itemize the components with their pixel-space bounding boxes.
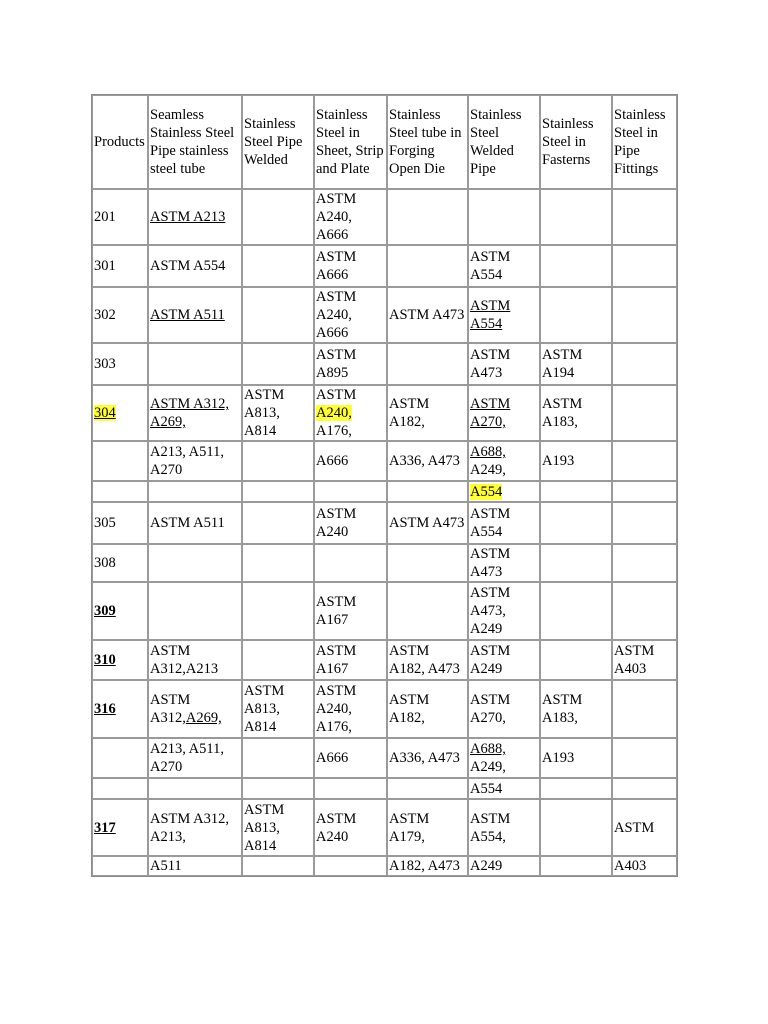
standard-cell bbox=[540, 856, 612, 876]
product-grade-cell: 305 bbox=[92, 502, 148, 544]
standard-cell: ASTM A312, A213, bbox=[148, 799, 242, 856]
table-row bbox=[92, 189, 677, 245]
standard-cell bbox=[612, 544, 677, 582]
standard-cell bbox=[314, 778, 387, 799]
standard-cell bbox=[242, 738, 314, 778]
standard-cell: A249 bbox=[468, 856, 540, 876]
standard-cell: A213, A511, A270 bbox=[148, 738, 242, 778]
product-grade-cell: 316 bbox=[92, 680, 148, 738]
standard-cell bbox=[242, 856, 314, 876]
table-row bbox=[92, 481, 677, 502]
standard-cell bbox=[612, 385, 677, 441]
table-row bbox=[92, 680, 677, 738]
product-grade-cell: 309 bbox=[92, 582, 148, 640]
standard-cell: ASTM A249 bbox=[468, 640, 540, 680]
standard-cell: A554 bbox=[468, 778, 540, 799]
product-grade-cell: 310 bbox=[92, 640, 148, 680]
standard-cell: ASTM A813, A814 bbox=[242, 799, 314, 856]
standard-cell: ASTM A312,A213 bbox=[148, 640, 242, 680]
standard-cell: ASTM A270, bbox=[468, 680, 540, 738]
product-grade-cell bbox=[92, 441, 148, 481]
standard-cell: ASTM A240, A176, bbox=[314, 385, 387, 441]
standard-cell: ASTM A554 bbox=[148, 245, 242, 287]
standard-cell: ASTM A270, bbox=[468, 385, 540, 441]
standard-cell bbox=[242, 778, 314, 799]
standard-cell: ASTM A895 bbox=[314, 343, 387, 385]
standard-cell bbox=[540, 640, 612, 680]
standard-cell bbox=[242, 640, 314, 680]
standard-cell: A688, A249, bbox=[468, 738, 540, 778]
product-grade-cell: 303 bbox=[92, 343, 148, 385]
header-row bbox=[92, 95, 677, 189]
standard-cell bbox=[540, 245, 612, 287]
standard-cell bbox=[314, 544, 387, 582]
standard-cell bbox=[242, 481, 314, 502]
standard-cell bbox=[387, 245, 468, 287]
standard-cell: ASTM A813, A814 bbox=[242, 385, 314, 441]
header-cell: Stainless Steel Pipe Welded bbox=[242, 95, 314, 189]
header-cell: Stainless Steel in Sheet, Strip and Plate bbox=[314, 95, 387, 189]
standard-cell: ASTM A473 bbox=[468, 343, 540, 385]
product-grade-cell: 302 bbox=[92, 287, 148, 343]
standard-cell bbox=[612, 502, 677, 544]
standard-cell: ASTM A240, A176, bbox=[314, 680, 387, 738]
standard-cell: ASTM A167 bbox=[314, 582, 387, 640]
standard-cell: ASTM A666 bbox=[314, 245, 387, 287]
table-row bbox=[92, 856, 677, 876]
standard-cell: ASTM A473 bbox=[468, 544, 540, 582]
standard-cell bbox=[540, 481, 612, 502]
product-grade-cell: 301 bbox=[92, 245, 148, 287]
standard-cell: ASTM A554 bbox=[468, 287, 540, 343]
table-row bbox=[92, 799, 677, 856]
table-body bbox=[92, 95, 677, 876]
standard-cell: ASTM A312, A269, bbox=[148, 385, 242, 441]
standard-cell: ASTM A240 bbox=[314, 799, 387, 856]
standard-cell bbox=[612, 189, 677, 245]
standard-cell bbox=[148, 481, 242, 502]
table-row bbox=[92, 441, 677, 481]
standard-cell bbox=[242, 245, 314, 287]
table-row bbox=[92, 544, 677, 582]
standard-cell bbox=[148, 778, 242, 799]
standard-cell bbox=[612, 441, 677, 481]
standard-cell bbox=[540, 799, 612, 856]
standard-cell: ASTM A473 bbox=[387, 502, 468, 544]
standard-cell bbox=[387, 544, 468, 582]
header-cell: Stainless Steel in Fasterns bbox=[540, 95, 612, 189]
table-row bbox=[92, 502, 677, 544]
standard-cell bbox=[540, 502, 612, 544]
table-row bbox=[92, 738, 677, 778]
table-row bbox=[92, 778, 677, 799]
standard-cell bbox=[612, 287, 677, 343]
standard-cell bbox=[242, 189, 314, 245]
standard-cell: A213, A511, A270 bbox=[148, 441, 242, 481]
table-row bbox=[92, 640, 677, 680]
standard-cell bbox=[612, 481, 677, 502]
standard-cell bbox=[540, 189, 612, 245]
standard-cell: A193 bbox=[540, 441, 612, 481]
standard-cell bbox=[612, 778, 677, 799]
product-grade-cell: 308 bbox=[92, 544, 148, 582]
standard-cell: A336, A473 bbox=[387, 441, 468, 481]
standard-cell: ASTM A240, A666 bbox=[314, 189, 387, 245]
product-grade-cell bbox=[92, 778, 148, 799]
standard-cell bbox=[612, 680, 677, 738]
standard-cell: A511 bbox=[148, 856, 242, 876]
table-row bbox=[92, 385, 677, 441]
table-row bbox=[92, 582, 677, 640]
standard-cell: A193 bbox=[540, 738, 612, 778]
standard-cell: ASTM A554, bbox=[468, 799, 540, 856]
standard-cell bbox=[612, 245, 677, 287]
standard-cell: ASTM A511 bbox=[148, 287, 242, 343]
product-grade-cell: 201 bbox=[92, 189, 148, 245]
standard-cell: ASTM A213 bbox=[148, 189, 242, 245]
standard-cell: ASTM A813, A814 bbox=[242, 680, 314, 738]
header-cell: Products bbox=[92, 95, 148, 189]
standard-cell bbox=[387, 582, 468, 640]
standard-cell: ASTM A473 bbox=[387, 287, 468, 343]
standard-cell bbox=[387, 343, 468, 385]
standard-cell bbox=[540, 287, 612, 343]
standard-cell bbox=[612, 343, 677, 385]
header-cell: Stainless Steel Welded Pipe bbox=[468, 95, 540, 189]
standard-cell bbox=[242, 544, 314, 582]
standard-cell bbox=[387, 189, 468, 245]
table-row bbox=[92, 245, 677, 287]
standard-cell: ASTM A183, bbox=[540, 680, 612, 738]
standard-cell: ASTM A182, A473 bbox=[387, 640, 468, 680]
standard-cell: ASTM A167 bbox=[314, 640, 387, 680]
standard-cell: ASTM A403 bbox=[612, 640, 677, 680]
standard-cell: A403 bbox=[612, 856, 677, 876]
standard-cell: A666 bbox=[314, 738, 387, 778]
standard-cell bbox=[387, 481, 468, 502]
product-grade-cell: 304 bbox=[92, 385, 148, 441]
standard-cell bbox=[242, 287, 314, 343]
standard-cell: ASTM A182, bbox=[387, 385, 468, 441]
standard-cell bbox=[242, 441, 314, 481]
standard-cell: A182, A473 bbox=[387, 856, 468, 876]
standard-cell bbox=[148, 544, 242, 582]
product-grade-cell bbox=[92, 738, 148, 778]
standard-cell: ASTM A312,A269, bbox=[148, 680, 242, 738]
standard-cell bbox=[148, 343, 242, 385]
standard-cell bbox=[242, 502, 314, 544]
product-grade-cell bbox=[92, 481, 148, 502]
standard-cell bbox=[540, 778, 612, 799]
standard-cell bbox=[148, 582, 242, 640]
standard-cell: ASTM A179, bbox=[387, 799, 468, 856]
standard-cell bbox=[242, 582, 314, 640]
standard-cell bbox=[468, 189, 540, 245]
standard-cell: ASTM A554 bbox=[468, 245, 540, 287]
standard-cell bbox=[314, 481, 387, 502]
standard-cell: ASTM A554 bbox=[468, 502, 540, 544]
standard-cell bbox=[242, 343, 314, 385]
standard-cell: ASTM A511 bbox=[148, 502, 242, 544]
standard-cell: ASTM bbox=[612, 799, 677, 856]
standard-cell: A688, A249, bbox=[468, 441, 540, 481]
standard-cell: A336, A473 bbox=[387, 738, 468, 778]
standard-cell: ASTM A473, A249 bbox=[468, 582, 540, 640]
standard-cell bbox=[612, 582, 677, 640]
standard-cell bbox=[540, 582, 612, 640]
product-grade-cell: 317 bbox=[92, 799, 148, 856]
standard-cell bbox=[314, 856, 387, 876]
table-row bbox=[92, 343, 677, 385]
table-row bbox=[92, 287, 677, 343]
standard-cell bbox=[387, 778, 468, 799]
standard-cell bbox=[612, 738, 677, 778]
standard-cell: ASTM A183, bbox=[540, 385, 612, 441]
header-cell: Stainless Steel in Pipe Fittings bbox=[612, 95, 677, 189]
standard-cell: ASTM A240, A666 bbox=[314, 287, 387, 343]
header-cell: Stainless Steel tube in Forging Open Die bbox=[387, 95, 468, 189]
header-cell: Seamless Stainless Steel Pipe stainless steel tube bbox=[148, 95, 242, 189]
product-grade-cell bbox=[92, 856, 148, 876]
standard-cell: ASTM A194 bbox=[540, 343, 612, 385]
standard-cell: ASTM A182, bbox=[387, 680, 468, 738]
standard-cell: ASTM A240 bbox=[314, 502, 387, 544]
standard-cell bbox=[540, 544, 612, 582]
steel-standards-table bbox=[91, 94, 678, 877]
standard-cell: A554 bbox=[468, 481, 540, 502]
standard-cell: A666 bbox=[314, 441, 387, 481]
